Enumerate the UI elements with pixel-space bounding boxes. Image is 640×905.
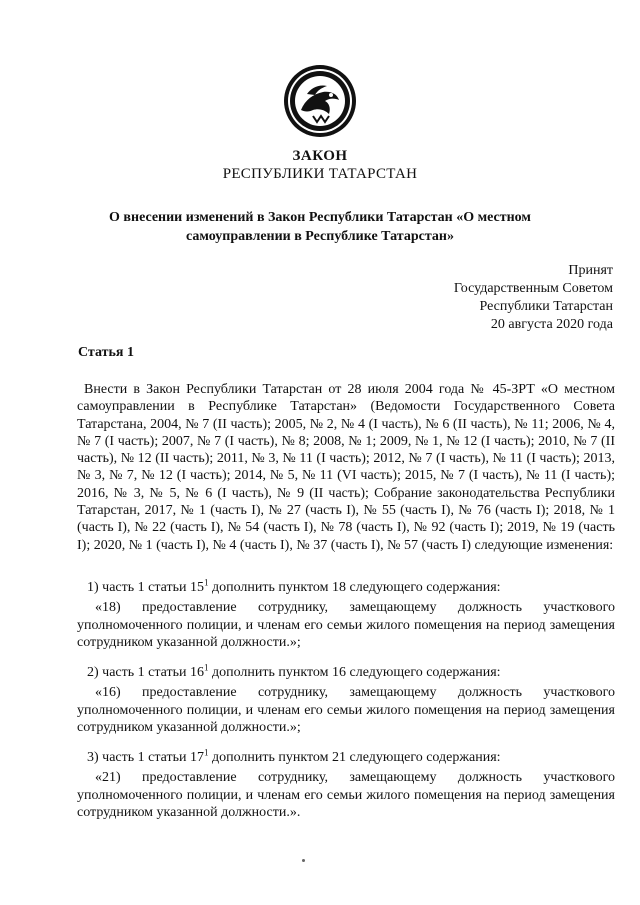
amendment-item-1-quote: «18) предоставление сотруднику, замещающему должность участкового уполномоченного полиции, и членам его семьи жилого помещения на период замещения сотрудником указанной должности.»; bbox=[77, 600, 615, 650]
adoption-block bbox=[454, 262, 613, 334]
adoption-line-2: Государственным Советом bbox=[453, 281, 613, 296]
adoption-line-3: Республики Татарстан bbox=[479, 299, 613, 314]
law-subtitle: РЕСПУБЛИКИ ТАТАРСТАН bbox=[222, 166, 418, 182]
scan-speck bbox=[302, 859, 305, 862]
document-heading-line-1: О внесении изменений в Закон Республики Татарстан «О местном bbox=[109, 210, 531, 225]
adoption-line-1: Принят bbox=[568, 263, 613, 278]
superscript: 1 bbox=[203, 662, 209, 673]
document-heading-line-2: самоуправлении в Республике Татарстан» bbox=[186, 229, 454, 244]
article-intro-paragraph bbox=[77, 381, 615, 554]
tatarstan-coat-of-arms-icon bbox=[283, 64, 357, 138]
amendment-item-1-lead: 1) часть 1 статьи $15^1$ дополнить пунктом 18 следующего содержания: bbox=[87, 577, 501, 595]
article-heading: Статья 1 bbox=[78, 345, 134, 360]
article-intro-text: Внести в Закон Республики Татарстан от 28 июля 2004 года № 45-ЗРТ «О местном самоуправлении в Республике Татарстан» (Ведомости Государственного Совета Татарстана, 2004, № 7 (II часть); 2005, № 2, № 4 (I часть), № 6 (II часть), № 11; 2006, № 4, № 7 (I часть); 2007, № 7 (I часть), № 8; 2008, № 1; 2009, № 1, № 12 (I часть); 2010, № 7 (II часть), № 12 (II часть); 2011, № 3, № 11 (I часть); 2012, № 7 (I часть), № 11 (I часть); 2013, № 3, № 7, № 12 (I часть); 2014, № 5, № 11 (VI часть); 2015, № 7 (I часть), № 11 (I часть); 2016, № 3, № 5, № 6 (I часть), № 9 (II часть); Собрание законодательства Республики Татарстан, 2017, № 1 (часть I), № 27 (часть I), № 55 (часть I), № 76 (часть I); 2018, № 1 (часть I), № 22 (часть I), № 54 (часть I), № 78 (часть I), № 92 (часть I); 2019, № 19 (часть I); 2020, № 1 (часть I), № 4 (часть I), № 37 (часть I), № 57 (часть I) следующие изменения: bbox=[77, 382, 615, 553]
superscript: 1 bbox=[203, 747, 209, 758]
amendment-item-3-lead: 3) часть 1 статьи $17^1$ дополнить пунктом 21 следующего содержания: bbox=[87, 747, 501, 765]
document-heading bbox=[100, 208, 540, 246]
amendment-item-2-quote: «16) предоставление сотруднику, замещающему должность участкового уполномоченного полиции, и членам его семьи жилого помещения на период замещения сотрудником указанной должности.»; bbox=[77, 685, 615, 735]
law-title: ЗАКОН bbox=[292, 148, 348, 164]
amendment-item-3-quote: «21) предоставление сотруднику, замещающему должность участкового уполномоченного полиции, и членам его семьи жилого помещения на период замещения сотрудником указанной должности.». bbox=[77, 770, 615, 820]
amendment-item-2-lead: 2) часть 1 статьи $16^1$ дополнить пунктом 16 следующего содержания: bbox=[87, 662, 501, 680]
superscript: 1 bbox=[203, 577, 209, 588]
adoption-date: 20 августа 2020 года bbox=[490, 317, 613, 332]
